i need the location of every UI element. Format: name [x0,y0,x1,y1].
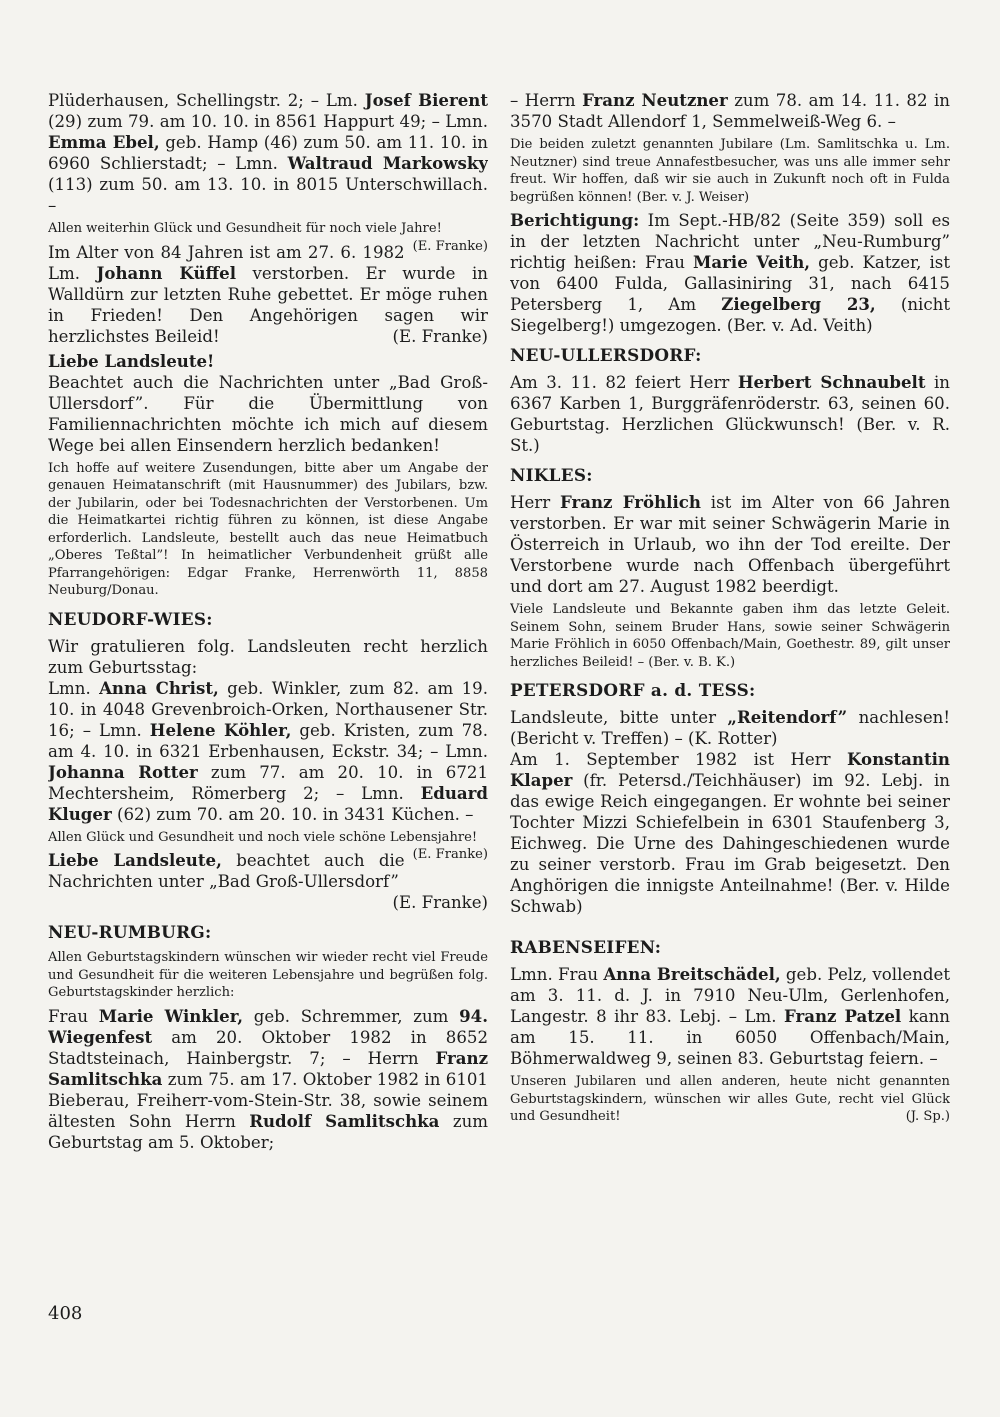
text: nachlesen! (Bericht v. Treffen) – (K. Rotter) [510,708,950,748]
person-name: Johann Küffel [96,262,237,283]
text: Herr [510,493,560,512]
highlight: „Reitendorf” [727,707,848,727]
text: kann am 15. 11. in 6050 Offenbach/Main, Böhmerwaldweg 9, seinen 83. Geburtstag feiern. – [510,1007,950,1068]
obituary-froehlich [510,492,950,597]
text: (nicht Siegelberg!) umgezogen. (Ber. v. Ad. Veith) [510,295,950,335]
section-heading-nikles: NIKLES: [510,465,593,485]
text: Plüderhausen, Schellingstr. 2; – Lm. [48,91,365,110]
section-heading-neu-ullersdorf: NEU-ULLERSDORF: [510,345,702,365]
text: zum 77. am 20. 10. in 6721 Mechtersheim, Römerberg 2; – Lmn. [48,762,488,803]
text: Im Sept.-HB/82 (Seite 359) soll es in der letzten Nachricht unter „Neu-Rumburg” richtig heißen: Frau [510,211,950,272]
appeal-landsleute [48,351,488,456]
rabenseifen-birthdays [510,964,950,1069]
text: (29) zum 79. am 10. 10. in 8561 Happurt 49; – Lmn. [48,112,488,131]
text: geb. Pelz, vollendet am 3. 11. d. J. in 7910 Neu-Ulm, Gerlenhofen, Langestr. 8 ihr 83. Lebj. – Lm. [510,965,950,1026]
person-name: Anna Christ, [99,677,219,698]
text: (62) zum 70. am 20. 10. in 3431 Küchen. – [111,804,474,824]
text: Ich hoffe auf weitere Zusendungen, bitte aber um Angabe der genauen Heimatanschrift (mit Hausnummer) des Jubilars, bzw. der Jubilarin, oder bei Todesnachrichten der Verstorbenen. Um die Heimatkartei richtig führen zu können, ist diese Angabe erforderlich. Landsleute, bestellt auch das neue Heimatbuch „Oberes Teßtal”! In heimatlicher Verbundenheit grüßt alle Pfarrangehörigen: Edgar Franke, Herrenwörth 11, 8858 Neuburg/Donau. [48,460,488,598]
person-name: Konstantin Klaper [510,749,950,790]
text: geb. Hamp (46) zum 50. am 11. 10. in 6960 Schlierstadt; – Lmn. [48,133,488,173]
text: – Herrn [510,91,583,110]
appeal-heading: Liebe Landsleute, [48,850,222,870]
left-column [48,90,488,1157]
person-name: Franz Neutzner [582,90,728,110]
section-heading-neu-rumburg: NEU-RUMBURG: [48,922,212,942]
signature: (E. Franke) [392,893,488,912]
jubilare-note [510,136,950,206]
person-name: Marie Winkler, [98,1005,244,1026]
text: zum Geburtstag am 5. Oktober; [48,1111,488,1152]
wishes-note [48,220,488,254]
text: in 6367 Karben 1, Burggräfenröderstr. 63, seinen 60. Geburtstag. Herzlichen Glückwunsch! (Ber. v. R. St.) [510,373,950,455]
text: Die beiden zuletzt genannten Jubilare (Lm. Samlitschka u. Lm. Neutzner) sind treue Annafestbesucher, was uns alle immer sehr freut. Wir hoffen, daß wir sie auch in Zukunft noch oft in Fulda begrüßen können! (Ber. v. J. Weiser) [510,137,950,205]
signature: (E. Franke) [412,238,488,254]
section-heading-neudorf-wies: NEUDORF-WIES: [48,608,213,629]
obituary-kueffel [48,242,488,347]
person-name: Franz Patzel [784,1006,902,1026]
person-name: Eduard Kluger [48,782,488,824]
correction-label: Berichtigung: [510,210,640,230]
text: beachtet auch die Nachrichten unter „Bad Groß-Ullersdorf” [48,851,405,891]
text: Viele Landsleute und Bekannte gaben ihm das letzte Geleit. Seinem Sohn, seinem Bruder Hans, sowie seiner Schwägerin Marie Fröhlich in 6050 Offenbach/Main, Goethestr. 89, gilt unser herzliches Beileid! – (Ber. v. B. K.) [510,602,950,670]
person-name: Helene Köhler, [149,719,292,740]
text: Frau [48,1006,99,1026]
text: Am 3. 11. 82 feiert Herr [510,373,738,392]
text: Unseren Jubilaren und allen anderen, heute nicht genannten Geburtstagskindern, wünschen wir alles Gute, recht viel Glück und Gesundheit! [510,1074,950,1124]
appeal-heading: Liebe Landsleute! [48,350,215,371]
text: geb. Schremmer, zum [243,1006,460,1026]
text: Allen weiterhin Glück und Gesundheit für noch viele Jahre! [48,221,442,236]
text: Allen Geburtstagskindern wünschen wir wieder recht viel Freude und Gesundheit für die weiteren Lebensjahre und begrüßen folg. Geburtstagskinder herzlich: [48,950,488,1000]
signature: (E. Franke) [392,326,488,346]
appeal-note [48,460,488,600]
section-heading-rabenseifen: RABENSEIFEN: [510,937,662,957]
neudorf-birthdays [48,636,488,825]
neu-rumburg-intro [48,949,488,1002]
text: zum 75. am 17. Oktober 1982 in 6101 Bieberau, Freiherr-vom-Stein-Str. 38, sowie seinem ältesten Sohn Herrn [48,1069,488,1131]
text: Wir gratulieren folg. Landsleuten recht herzlich zum Geburtsstag: [48,636,488,677]
text: Allen Glück und Gesundheit und noch viele schöne Lebensjahre! [48,829,478,845]
text: geb. Kristen, zum 78. am 4. 10. in 6321 Erbenhausen, Eckstr. 34; – Lmn. [48,720,488,761]
person-name: Rudolf Samlitschka [249,1110,440,1131]
notice-birthdays-continued [48,90,488,216]
text: Lmn. [48,678,100,698]
signature: (E. Franke) [412,847,488,862]
text: zum 78. am 14. 11. 82 in 3570 Stadt Allendorf 1, Semmelweiß-Weg 6. – [510,91,950,131]
schnaubelt-birthday [510,372,950,456]
text: am 20. Oktober 1982 in 8652 Stadtsteinach, Hainbergstr. 7; – Herrn [48,1027,488,1068]
highlight: Ziegelberg 23, [721,294,876,314]
text: Lmn. Frau [510,965,604,984]
person-name: Josef Bierent [364,90,488,110]
person-name: Herbert Schnaubelt [737,372,926,392]
section-heading-petersdorf: PETERSDORF a. d. TESS: [510,680,756,700]
signature: (J. Sp.) [905,1109,950,1124]
text: Landsleute, bitte unter [510,708,728,727]
person-name: Emma Ebel, [48,132,160,152]
person-name: Johanna Rotter [48,761,198,782]
person-name: Anna Breitschädel, [603,964,781,984]
text: geb. Winkler, zum 82. am 19. 10. in 4048 Grevenbroich-Orken, Northausener Str. 16; – Lmn. [48,678,488,740]
neutzner-birthday [510,90,950,132]
text: (fr. Petersd./Teichhäuser) im 92. Lebj. in das ewige Reich eingegangen. Er wohnte bei seiner Tochter Mizzi Schiefelbein in 6301 Staufenberg 3, Eichweg. Die Urne des Dahingeschiedenen wurde zu seiner verstorb. Frau im Grab beigesetzt. Den Anghörigen die innigste Anteilnahme! (Ber. v. Hilde Schwab) [510,771,950,916]
petersdorf-news [510,707,950,917]
rabenseifen-wishes [510,1073,950,1126]
person-name: Franz Samlitschka [48,1047,488,1089]
text: verstorben. Er wurde in Walldürn zur letzten Ruhe gebettet. Er möge ruhen in Frieden! Den Angehörigen sagen wir herzlichstes Beileid! [48,263,488,346]
person-name: Waltraud Markowsky [287,153,488,173]
text: Im Alter von 84 Jahren ist am 27. 6. 1982 Lm. [48,242,405,283]
person-name: Marie Veith, [693,252,811,272]
froehlich-condolence [510,601,950,671]
right-column [510,90,950,1130]
text: (113) zum 50. am 13. 10. in 8015 Unterschwillach. – [48,175,488,215]
text: ist im Alter von 66 Jahren verstorben. Er war mit seiner Schwägerin Marie in Österreich in Urlaub, wo ihn der Tod ereilte. Der Verstorbene wurde nach Offenbach übergeführt und dort am 27. August 1982 beerdigt. [510,493,950,596]
text: geb. Katzer, ist von 6400 Fulda, Gallasiniring 31, nach 6415 Petersberg 1, Am [510,253,950,314]
text: Am 1. September 1982 ist Herr [510,750,847,769]
neu-rumburg-birthdays [48,1006,488,1153]
person-name: Franz Fröhlich [560,492,701,512]
highlight: 94. Wiegenfest [48,1005,488,1047]
page-number: 408 [48,1303,83,1324]
text: Beachtet auch die Nachrichten unter „Bad Groß-Ullersdorf”. Für die Übermittlung von Familiennachrichten möchte ich mich auf diesem Wege bei allen Einsendern herzlich bedanken! [48,372,488,455]
correction-notice [510,210,950,336]
